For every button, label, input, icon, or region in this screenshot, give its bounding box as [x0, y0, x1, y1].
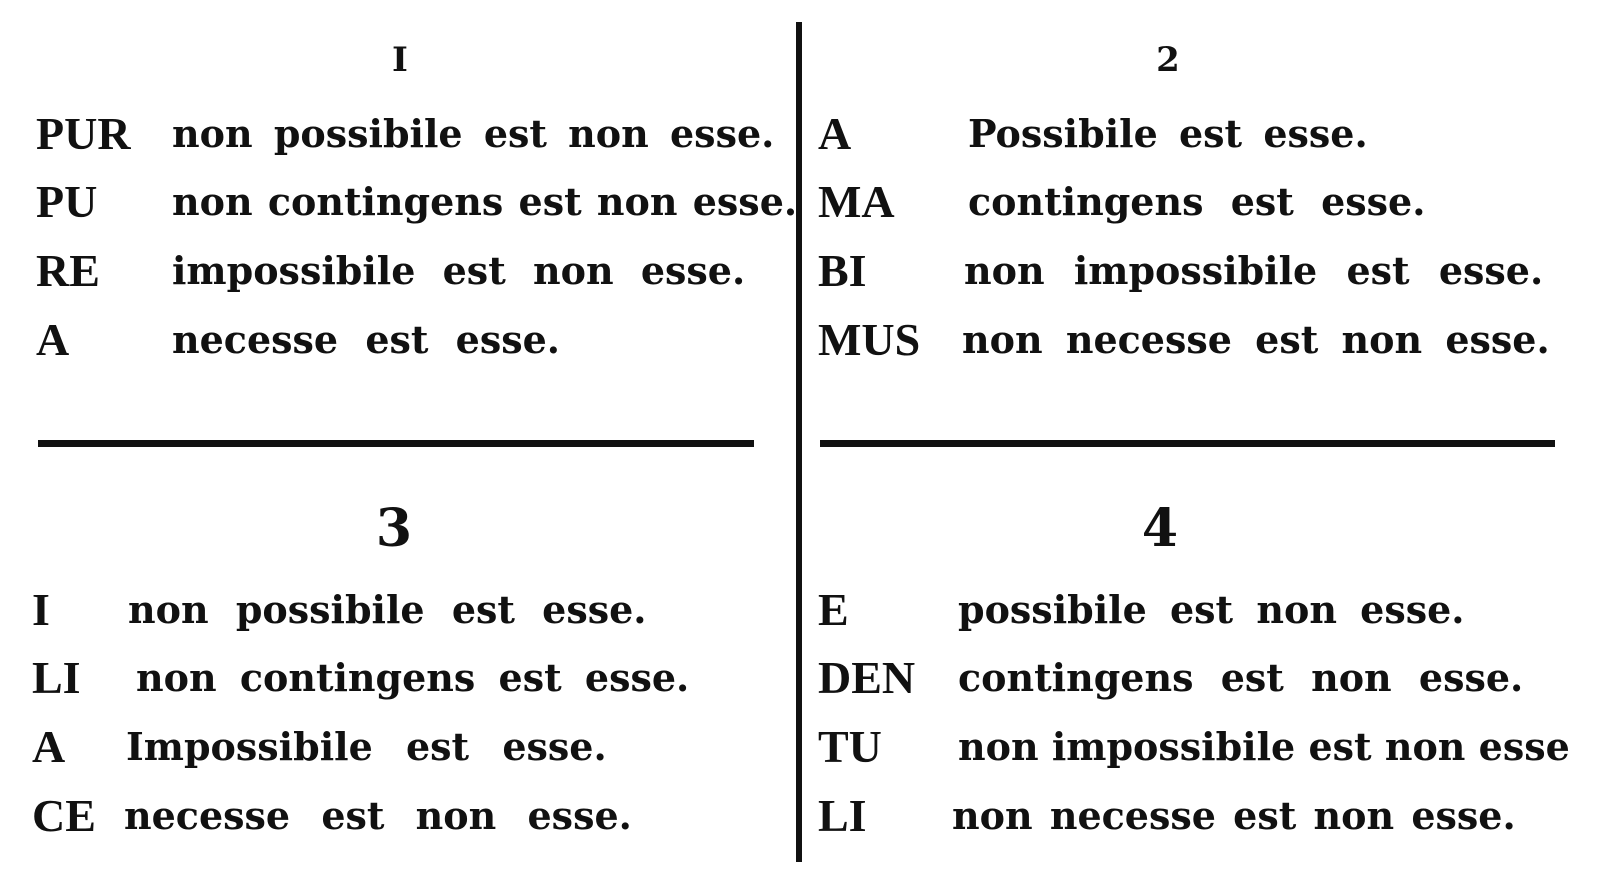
proposition: necesse est non esse. — [124, 793, 632, 838]
proposition: non possibile est non esse. — [172, 111, 775, 156]
proposition: non contingens est non esse. — [172, 179, 798, 224]
syllable: PU — [36, 176, 98, 227]
table-row — [32, 580, 772, 640]
table-row — [36, 241, 776, 301]
table-row — [818, 310, 1578, 370]
table-row — [36, 104, 776, 164]
proposition: non impossibile est esse. — [964, 248, 1544, 293]
quadrant-number: 2 — [1156, 40, 1180, 80]
proposition: non impossibile est non esse — [958, 724, 1570, 769]
table-row — [818, 786, 1578, 846]
proposition: non possibile est esse. — [128, 587, 647, 632]
table-row — [818, 648, 1578, 708]
syllable: DEN — [818, 652, 916, 703]
syllable: E — [818, 584, 849, 635]
table-row — [32, 648, 772, 708]
syllable: TU — [818, 721, 882, 772]
table-row — [818, 580, 1578, 640]
quadrant-number: I — [392, 40, 408, 80]
syllable: A — [32, 721, 66, 772]
syllable: CE — [32, 790, 96, 841]
syllable: PUR — [36, 108, 131, 159]
table-row — [36, 172, 798, 232]
proposition: Impossibile est esse. — [126, 724, 607, 769]
quadrant-number: 3 — [375, 498, 413, 559]
table-row — [32, 786, 772, 846]
table-row — [818, 172, 1578, 232]
proposition: non contingens est esse. — [136, 655, 690, 700]
horizontal-divider-right — [820, 440, 1555, 447]
syllable: LI — [32, 652, 81, 703]
syllable: A — [36, 314, 70, 365]
proposition: non necesse est non esse. — [962, 317, 1550, 362]
table-row — [818, 717, 1578, 777]
syllable: RE — [36, 245, 100, 296]
syllable: MUS — [818, 314, 921, 365]
table-row — [32, 717, 772, 777]
table-row — [818, 104, 1578, 164]
syllable: MA — [818, 176, 895, 227]
syllable: I — [32, 584, 50, 635]
syllable: A — [818, 108, 852, 159]
proposition: impossibile est non esse. — [172, 248, 746, 293]
table-row — [818, 241, 1578, 301]
proposition: contingens est esse. — [968, 179, 1426, 224]
proposition: possibile est non esse. — [958, 587, 1465, 632]
vertical-divider — [796, 22, 802, 862]
table-row — [36, 310, 776, 370]
proposition: contingens est non esse. — [958, 655, 1524, 700]
syllable: LI — [818, 790, 867, 841]
proposition: non necesse est non esse. — [952, 793, 1516, 838]
syllable: BI — [818, 245, 867, 296]
proposition: Possibile est esse. — [968, 111, 1368, 156]
quadrant-number: 4 — [1141, 498, 1179, 559]
proposition: necesse est esse. — [172, 317, 561, 362]
horizontal-divider-left — [38, 440, 754, 447]
